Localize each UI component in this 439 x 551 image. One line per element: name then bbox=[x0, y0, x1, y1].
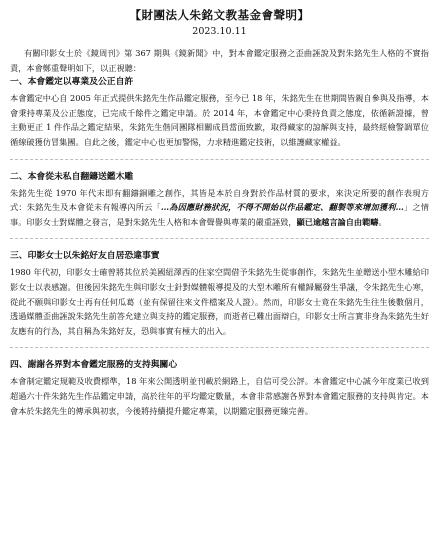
section-1 bbox=[10, 75, 429, 149]
section-4-heading: 四、謝謝各界對本會鑑定服務的支持與關心 bbox=[10, 360, 178, 371]
section-2-text-before: 朱銘先生從 1970 年代末即有翻鑄銅雕之創作，其皆是本於自身對於作品材質的要求，來決定所要的創作表現方式：朱銘先生及本會從未有報導內所云「 bbox=[10, 187, 429, 213]
statement-date: 2023.10.11 bbox=[192, 26, 247, 37]
section-4-body: 本會制定鑑定規範及收費標準，18 年來公開透明並刊載於網路上，自信可受公評。本會鑑定中心誠今年度業已收到超過六十件朱銘先生作品鑑定申請，高於往年的平均鑑定數量，本會非常感謝各界對本會鑑定服務的支持與肯定。本會本於朱銘先生的傳承與初衷，今後將持續提升鑑定專業，以期鑑定服務更臻完善。 bbox=[10, 376, 429, 416]
section-3-heading: 三、印影女士以朱銘好友自居恐違事實 bbox=[10, 251, 160, 262]
section-2-body bbox=[10, 186, 429, 230]
section-3-body: 1980 年代初，印影女士確曾將其位於美國紐澤西的住家空間借予朱銘先生從事創作，朱銘先生並贈送小型木雕給印影女士以表感謝。但後因朱銘先生與印影女士針對媒體報導提及的大型木雕所有權歸屬發生爭議，令朱銘先生心寒，從此不願與印影女士再有任何瓜葛（並有保留往來文件檔案及人證）。然而，印影女士竟在朱銘先生往生後數個月，透過媒體歪曲誣說朱銘先生前答允建立與支持的鑑定服務，而逝者已難出面辯白，印影女士所言實非身為朱銘先生好友應有的行為，其自稱為朱銘好友，恐與事實有極大的出入。 bbox=[10, 267, 429, 336]
statement-title: 【財團法人朱銘文教基金會聲明】 bbox=[129, 8, 310, 22]
section-1-body: 本會鑑定中心自 2005 年正式提供朱銘先生作品鑑定服務，至今已 18 年，朱銘先生在世期間皆親自參與及指導，本會秉持專業及公正態度，已完成千餘件之鑑定申請。於 2014 年，本會鑑定中心秉持負責之態度，依循新證據，曾主動更正 1 件作品之鑑定結果，朱銘先生偕同團隊相關成員當面致歉，取得藏家的諒解與支持，最終經檢警調單位循線破獲仿冒集團。自此之後，鑑定中心也更加警惕，力求精進鑑定技術，以維護藏家權益。 bbox=[10, 93, 429, 147]
section-divider bbox=[10, 238, 429, 239]
intro-paragraph: 有關印影女士於《鏡周刊》第 367 期與《鏡新聞》中，對本會鑑定服務之歪曲誣說及對朱銘先生人格的不實指責，本會鄭重聲明如下，以正視聽： bbox=[10, 48, 429, 73]
section-2-bold-phrase: 顯已逾越言論自由範疇 bbox=[296, 216, 379, 227]
section-4 bbox=[10, 358, 429, 418]
section-divider bbox=[10, 159, 429, 160]
section-2-text-end: 。 bbox=[378, 216, 387, 227]
section-2-text-after: 」之情事。印影女士對媒體之發言，是對朱銘先生人格和本會聲譽與專業的嚴重誣毀， bbox=[10, 202, 429, 227]
section-2-heading: 二、本會從未私自翻鑄送鑑木雕 bbox=[10, 171, 134, 182]
section-2-quote: …為因應財務狀況，不得不開始以作品鑑定、翻製等來增加獲利… bbox=[160, 202, 404, 213]
section-2 bbox=[10, 170, 429, 230]
section-3 bbox=[10, 249, 429, 338]
section-divider bbox=[10, 347, 429, 348]
section-1-heading: 一、本會鑑定以專業及公正自許 bbox=[10, 77, 134, 88]
